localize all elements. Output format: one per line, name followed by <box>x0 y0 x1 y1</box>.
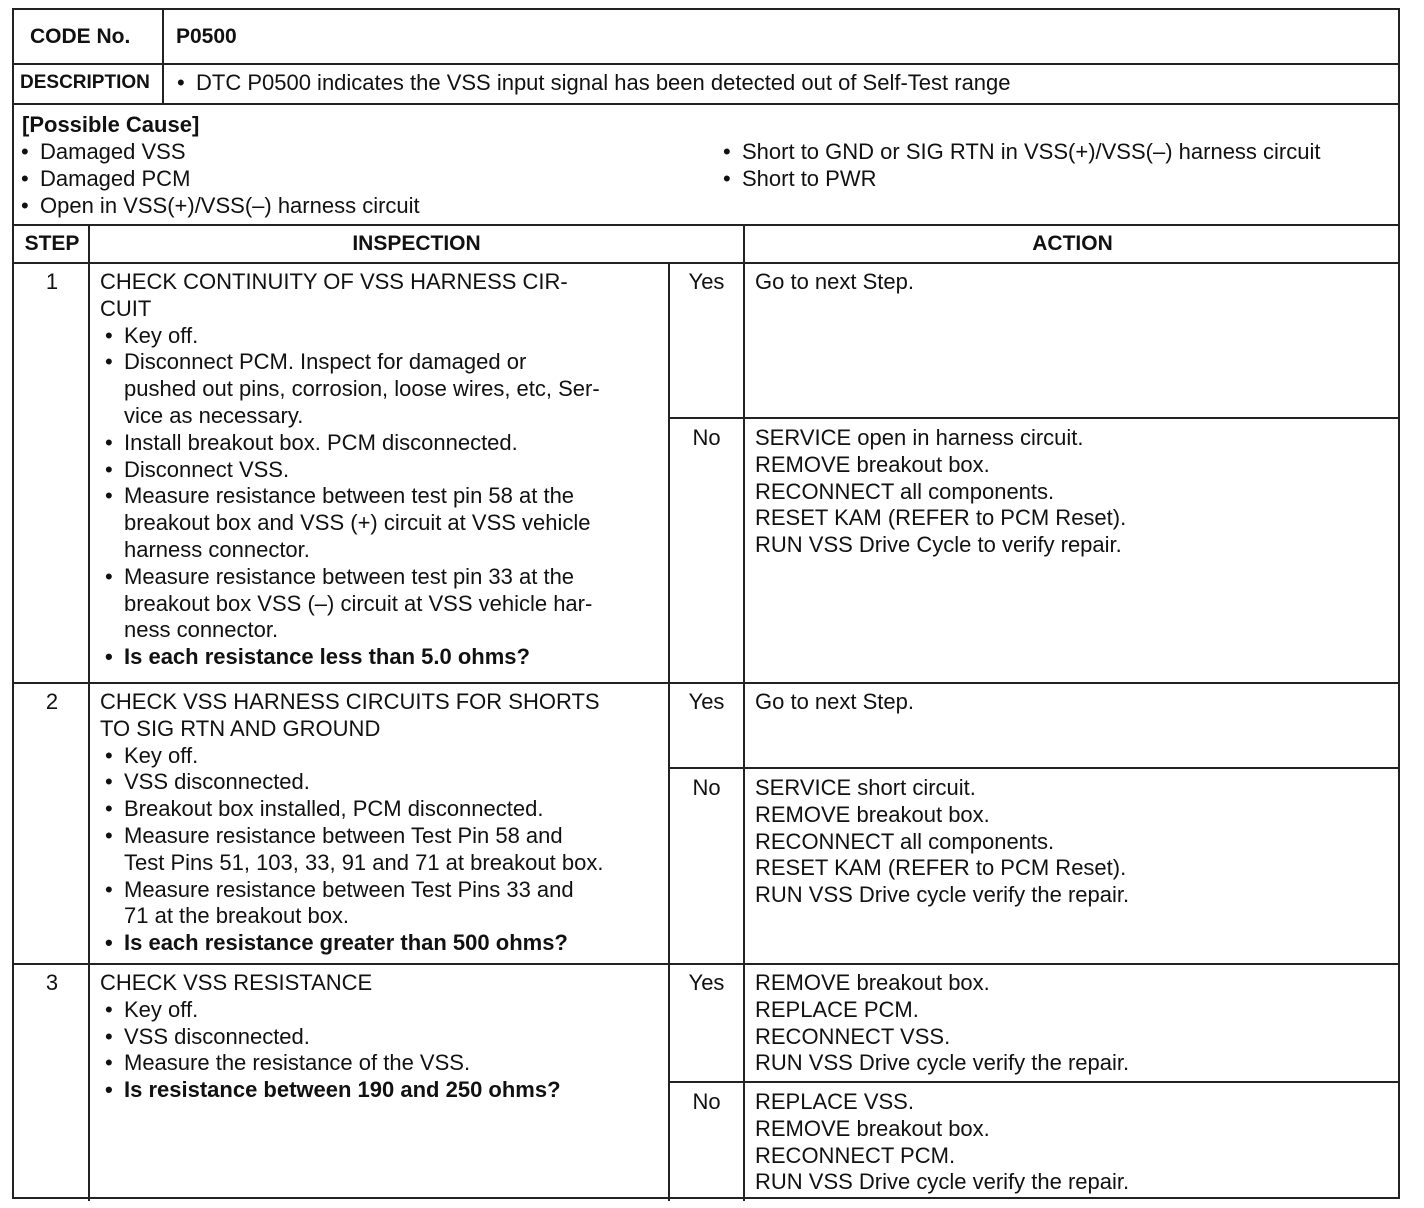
inspection-question: • Is resistance between 190 and 250 ohms? <box>100 1077 561 1104</box>
action-line: RUN VSS Drive cycle verify the repair. <box>755 882 1130 908</box>
action-line: RUN VSS Drive Cycle to verify repair. <box>755 532 1122 558</box>
no-label: No <box>692 775 721 800</box>
cause-list-right <box>718 139 1321 193</box>
bullet-line: • VSS disconnected. <box>124 769 310 795</box>
action-line: REPLACE PCM. <box>755 996 919 1022</box>
bullet-line: • Measure resistance between Test Pins 33 and <box>124 876 574 902</box>
action-line: REMOVE breakout box. <box>755 1115 990 1141</box>
inspection-cell <box>100 269 600 671</box>
description-text: • DTC P0500 indicates the VSS input signal has been detected out of Self-Test range <box>172 70 1011 97</box>
step-row <box>14 682 1398 965</box>
step-number: 3 <box>45 970 59 995</box>
cause-item: • Short to GND or SIG RTN in VSS(+)/VSS(–) harness circuit <box>718 139 1321 166</box>
inspection-question: • Is each resistance greater than 500 ohms? <box>100 930 603 957</box>
header-action: ACTION <box>1032 232 1113 255</box>
action-line: Go to next Step. <box>755 689 914 714</box>
inspection-bullet <box>100 1024 561 1051</box>
code-value: P0500 <box>176 25 237 48</box>
action-line: REMOVE breakout box. <box>755 801 990 827</box>
yes-label: Yes <box>688 970 725 995</box>
yes-label: Yes <box>688 269 725 294</box>
yes-label: Yes <box>688 689 725 714</box>
no-action <box>755 775 1129 909</box>
inspection-bullet <box>100 1050 561 1077</box>
action-line: RECONNECT PCM. <box>755 1142 956 1168</box>
inspection-bullet <box>100 349 600 429</box>
step-row <box>14 963 1398 1201</box>
inspection-bullet <box>100 823 603 877</box>
inspection-bullet <box>100 997 561 1024</box>
code-row <box>14 10 1398 65</box>
inspection-bullet <box>100 796 603 823</box>
possible-cause-row <box>14 103 1398 226</box>
step-title: TO SIG RTN AND GROUND <box>100 715 381 741</box>
inspection-bullets <box>100 743 603 957</box>
inspection-bullet <box>100 743 603 770</box>
inspection-bullet <box>100 457 600 484</box>
bullet-line: Test Pins 51, 103, 33, 91 and 71 at breakout box. <box>124 849 604 875</box>
header-step: STEP <box>24 232 80 255</box>
action-line: RECONNECT VSS. <box>755 1023 951 1049</box>
no-label: No <box>692 1089 721 1114</box>
step-title: CHECK VSS HARNESS CIRCUITS FOR SHORTS <box>100 689 600 714</box>
inspection-cell <box>100 970 561 1104</box>
description-label: DESCRIPTION <box>20 72 150 93</box>
action-line: RESET KAM (REFER to PCM Reset). <box>755 855 1127 881</box>
yes-action <box>755 689 914 716</box>
bullet-line: • Install breakout box. PCM disconnected. <box>124 429 518 455</box>
yes-action <box>755 970 1129 1077</box>
bullet-line: • VSS disconnected. <box>124 1023 310 1049</box>
step-number: 1 <box>45 269 59 294</box>
bullet-line: breakout box VSS (–) circuit at VSS vehicle har- <box>124 590 593 616</box>
action-line: REMOVE breakout box. <box>755 970 990 995</box>
bullet-line: • Breakout box installed, PCM disconnected. <box>124 796 544 822</box>
inspection-bullets <box>100 997 561 1104</box>
inspection-bullet <box>100 430 600 457</box>
action-line: RUN VSS Drive cycle verify the repair. <box>755 1050 1130 1076</box>
bullet-line: • Key off. <box>124 742 199 768</box>
cause-item: • Damaged VSS <box>16 139 420 166</box>
inspection-bullet <box>100 323 600 350</box>
action-line: RUN VSS Drive cycle verify the repair. <box>755 1169 1130 1195</box>
table-header-row <box>14 224 1398 264</box>
dtc-table <box>12 8 1400 1199</box>
bullet-line: harness connector. <box>124 536 310 562</box>
header-inspection: INSPECTION <box>352 232 481 255</box>
inspection-bullets <box>100 323 600 671</box>
action-line: REPLACE VSS. <box>755 1089 914 1114</box>
bullet-line: • Key off. <box>124 996 199 1022</box>
bullet-line: • Key off. <box>124 322 199 348</box>
bullet-line: • Measure resistance between test pin 58 at the <box>124 483 575 509</box>
step-title: CHECK VSS RESISTANCE <box>100 970 373 995</box>
bullet-line: • Disconnect PCM. Inspect for damaged or <box>124 349 527 375</box>
bullet-line: pushed out pins, corrosion, loose wires, etc, Ser- <box>124 376 600 402</box>
bullet-line: • Measure resistance between Test Pin 58 and <box>124 822 563 848</box>
action-line: RECONNECT all components. <box>755 828 1055 854</box>
no-action <box>755 1089 1129 1196</box>
bullet-line: vice as necessary. <box>124 402 304 428</box>
step-title: CHECK CONTINUITY OF VSS HARNESS CIR- <box>100 269 568 294</box>
step-row <box>14 262 1398 684</box>
bullet-line: • Measure the resistance of the VSS. <box>124 1050 471 1076</box>
no-action <box>755 425 1126 559</box>
inspection-question: • Is each resistance less than 5.0 ohms? <box>100 644 600 671</box>
possible-cause-heading: [Possible Cause] <box>22 112 200 137</box>
inspection-bullet <box>100 769 603 796</box>
inspection-cell <box>100 689 603 957</box>
inspection-bullet <box>100 877 603 931</box>
bullet-line: • Measure resistance between test pin 33 at the <box>124 563 575 589</box>
bullet-line: breakout box and VSS (+) circuit at VSS vehicle <box>124 510 591 536</box>
no-label: No <box>692 425 721 450</box>
cause-item: • Damaged PCM <box>16 166 420 193</box>
description-row <box>14 63 1398 105</box>
bullet-line: 71 at the breakout box. <box>124 903 350 929</box>
action-line: RESET KAM (REFER to PCM Reset). <box>755 505 1127 531</box>
bullet-line: • Disconnect VSS. <box>124 456 290 482</box>
code-label: CODE No. <box>30 25 131 48</box>
action-line: SERVICE open in harness circuit. <box>755 425 1084 450</box>
cause-list-left <box>16 139 420 219</box>
step-number: 2 <box>45 689 59 714</box>
yes-action <box>755 269 914 296</box>
cause-item: • Short to PWR <box>718 166 1321 193</box>
action-line: Go to next Step. <box>755 269 914 294</box>
action-line: RECONNECT all components. <box>755 478 1055 504</box>
inspection-bullet <box>100 564 600 644</box>
action-line: REMOVE breakout box. <box>755 451 990 477</box>
step-title: CUIT <box>100 295 152 321</box>
action-line: SERVICE short circuit. <box>755 775 976 800</box>
inspection-bullet <box>100 483 600 563</box>
bullet-line: ness connector. <box>124 617 279 643</box>
cause-item: • Open in VSS(+)/VSS(–) harness circuit <box>16 193 420 220</box>
